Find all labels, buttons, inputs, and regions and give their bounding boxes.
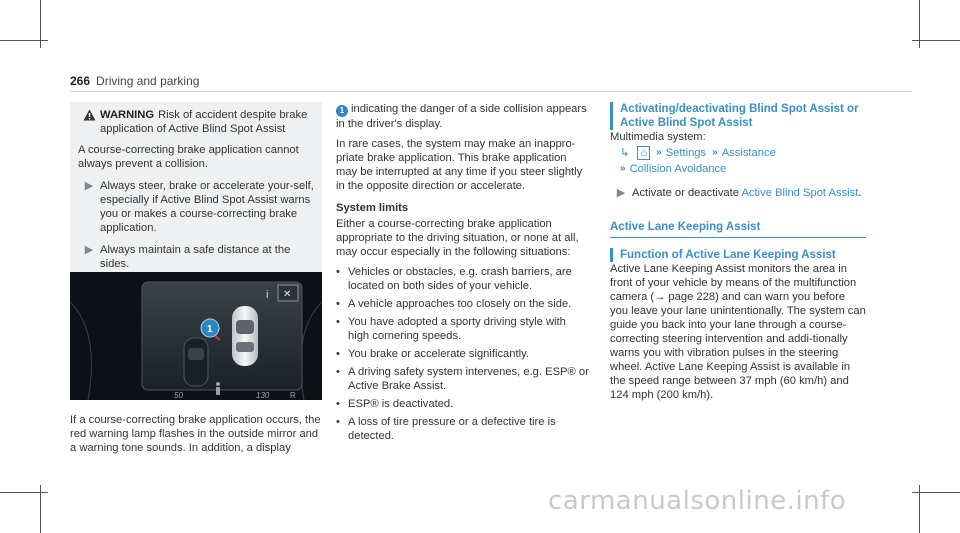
list-item bbox=[336, 265, 590, 293]
path-settings[interactable]: Settings bbox=[665, 147, 707, 159]
driver-display-graphic bbox=[70, 272, 322, 400]
warning-item bbox=[78, 243, 314, 271]
system-limits-title: System limits bbox=[336, 202, 409, 214]
speed-left: 50 bbox=[174, 391, 183, 400]
callout-text: indicating the danger of a side collision appears in the driver's display. bbox=[336, 103, 587, 130]
list-item bbox=[336, 415, 590, 443]
own-vehicle bbox=[232, 306, 258, 366]
warning-triangle-icon bbox=[78, 108, 100, 136]
crop-mark bbox=[912, 492, 960, 493]
bullet-icon: • bbox=[336, 298, 340, 310]
list-item bbox=[336, 315, 590, 343]
side-vehicle bbox=[184, 338, 208, 386]
activate-section-title-text: Activating/deactivating Blind Spot Assist or Active Blind Spot Assist bbox=[620, 103, 859, 129]
bullet-icon: • bbox=[336, 366, 340, 378]
bullet-icon: • bbox=[336, 316, 340, 328]
warning-title: WARNING bbox=[100, 109, 155, 121]
function-paragraph: Active Lane Keeping Assist monitors the area in front of your vehicle by means of the multifunction camera (→ page 228) and can warn you before you leave your lane unintentionally. The system can guide you back into your lane through a course-correcting steering intervention and addi-tionally warns you with vibration pulses in the steering wheel. Active Lane Keeping Assist is available in the speed range between 37 mph (60 km/h) and 124 mph (200 km/h). bbox=[610, 263, 866, 401]
seat-warning-icon bbox=[216, 382, 220, 395]
system-limits-list bbox=[336, 265, 590, 443]
warning-item-text: Always steer, brake or accelerate your-self, especially if Active Blind Spot Assist warns you or makes a course-correcting brake application. bbox=[100, 180, 314, 234]
bullet-icon: • bbox=[336, 398, 340, 410]
col1-paragraph: If a course-correcting brake application occurs, the red warning lamp flashes in the outside mirror and a warning tone sounds. In addition, a display bbox=[70, 414, 321, 454]
bullet-icon: • bbox=[336, 416, 340, 428]
lane-keeping-heading: Active Lane Keeping Assist bbox=[610, 220, 866, 238]
section-bar bbox=[610, 102, 613, 130]
page-number: 266 bbox=[70, 74, 91, 88]
section-title: Driving and parking bbox=[96, 74, 200, 88]
crop-mark bbox=[912, 40, 960, 41]
function-section-title bbox=[610, 248, 866, 262]
chevron-right-icon: » bbox=[656, 147, 662, 158]
crop-mark bbox=[0, 492, 48, 493]
warning-item-text: Always maintain a safe distance at the sides. bbox=[100, 244, 291, 270]
warning-description: Risk of accident despite brake application of Active Blind Spot Assist bbox=[100, 109, 308, 135]
list-item bbox=[336, 397, 590, 411]
action-suffix: . bbox=[858, 187, 862, 199]
warning-body: A course-correcting brake application cannot always prevent a collision. bbox=[78, 144, 299, 170]
path-collision-avoidance[interactable]: Collision Avoidance bbox=[629, 163, 727, 175]
list-item-text: Vehicles or obstacles, e.g. crash barriers, are located on both sides of your vehicle. bbox=[348, 266, 572, 292]
list-item-text: You have adopted a sporty driving style with high cornering speeds. bbox=[348, 316, 566, 342]
list-item bbox=[336, 297, 590, 311]
warning-header bbox=[78, 108, 314, 136]
list-item bbox=[336, 347, 590, 361]
bullet-icon: • bbox=[336, 266, 340, 278]
warning-text bbox=[100, 108, 314, 136]
list-item-text: You brake or accelerate significantly. bbox=[348, 348, 529, 360]
function-section-title-text: Function of Active Lane Keeping Assist bbox=[620, 249, 836, 261]
active-blind-spot-assist-link[interactable]: Active Blind Spot Assist bbox=[741, 187, 859, 199]
action-step-text bbox=[632, 186, 861, 200]
callout-paragraph bbox=[336, 102, 590, 131]
section-bar bbox=[610, 248, 613, 262]
close-icon: ✕ bbox=[283, 289, 292, 300]
action-prefix: Activate or deactivate bbox=[632, 187, 742, 199]
warning-item bbox=[78, 179, 314, 235]
bullet-icon: • bbox=[336, 348, 340, 360]
activate-section-title bbox=[610, 102, 866, 130]
list-item-text: ESP® is deactivated. bbox=[348, 398, 454, 410]
header-rule bbox=[70, 91, 912, 92]
action-step bbox=[610, 186, 866, 200]
menu-path bbox=[610, 146, 866, 160]
list-item-text: A loss of tire pressure or a defective tire is detected. bbox=[348, 416, 556, 442]
list-item bbox=[336, 365, 590, 393]
system-limits-intro: Either a course-correcting brake application appropriate to the driving situation, or none at all, may occur especially in the following situations: bbox=[336, 218, 579, 258]
chevron-right-icon: » bbox=[712, 147, 718, 158]
gear-indicator: R bbox=[290, 391, 296, 400]
rare-cases-paragraph: In rare cases, the system may make an inappro-priate brake application. This brake application may be interrupted at any time if you steer slightly in the opposite direction or accelerate. bbox=[336, 138, 583, 192]
multimedia-label: Multimedia system: bbox=[610, 131, 706, 143]
column-middle bbox=[322, 102, 590, 447]
column-right bbox=[596, 102, 866, 408]
home-icon[interactable]: ⌂ bbox=[637, 146, 650, 160]
callout-number-icon: 1 bbox=[336, 105, 348, 117]
callout-1: 1 bbox=[207, 324, 213, 335]
list-item-text: A vehicle approaches too closely on the side. bbox=[348, 298, 572, 310]
info-icon: i bbox=[266, 289, 269, 301]
warning-box bbox=[70, 102, 322, 281]
page-header bbox=[70, 74, 199, 88]
driver-display-image bbox=[70, 272, 322, 400]
play-arrow-icon: ▶ bbox=[84, 244, 94, 256]
chevron-right-icon: » bbox=[620, 163, 626, 174]
menu-path-2 bbox=[610, 162, 866, 176]
column-left bbox=[70, 102, 322, 281]
play-arrow-icon: ▶ bbox=[84, 180, 94, 192]
play-arrow-icon: ▶ bbox=[616, 187, 626, 199]
crop-mark bbox=[0, 40, 48, 41]
speed-right: 130 bbox=[256, 391, 270, 400]
watermark: carmanualsonline.info bbox=[548, 486, 847, 516]
path-assistance[interactable]: Assistance bbox=[721, 147, 776, 159]
list-item-text: A driving safety system intervenes, e.g. ESP® or Active Brake Assist. bbox=[348, 366, 589, 392]
enter-arrow-icon: ↳ bbox=[620, 147, 630, 159]
